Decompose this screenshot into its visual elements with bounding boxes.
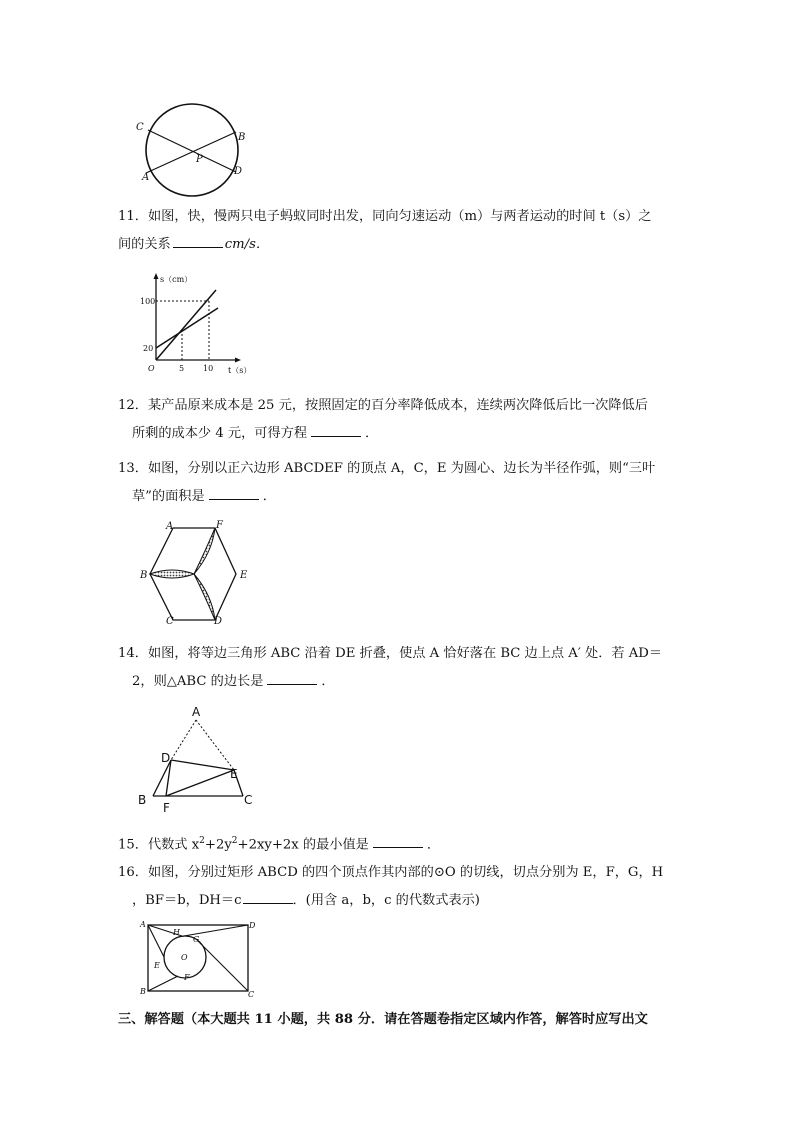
q16-line2-post: ．(用含 a，b，c 的代数式表示) <box>292 893 480 908</box>
hex-label-f: F <box>216 520 223 531</box>
graph-xlabel: t（s） <box>228 366 252 375</box>
q15-rest: +2xy+2x 的最小值是 <box>237 837 369 853</box>
tri-label-b: B <box>138 793 147 807</box>
tri-label-c: C <box>244 793 253 807</box>
graph-ylabel: s（cm） <box>160 275 193 284</box>
tri-label-d: D <box>161 751 171 765</box>
hexagon-three-leaf-figure <box>136 520 256 628</box>
graph-ytick-20: 20 <box>143 344 154 353</box>
q11-answer-blank[interactable] <box>173 233 223 248</box>
rect-label-c: C <box>248 990 255 999</box>
rect-label-a: A <box>140 920 146 929</box>
question-14 <box>118 640 678 696</box>
question-16 <box>118 859 678 915</box>
rect-label-g: G <box>193 935 200 944</box>
q14-line1: 14．如图，将等边三角形 ABC 沿着 DE 折叠，使点 A 恰好落在 BC 边上点 A′ 处．若 AD＝ <box>118 646 663 661</box>
q14-line2-pre: 2，则△ABC 的边长是 <box>132 674 264 689</box>
q16-line2-pre: ，BF＝b，DH＝c <box>132 893 242 908</box>
rect-label-d: D <box>249 921 256 930</box>
q15-pre: 15．代数式 x <box>118 837 200 853</box>
q15-answer-blank[interactable] <box>373 833 423 848</box>
q16-answer-blank[interactable] <box>243 889 293 904</box>
q15-sup1: 2 <box>199 836 205 846</box>
q15-sup2: 2 <box>231 836 238 846</box>
question-11 <box>118 203 678 259</box>
q11-unit: cm/s． <box>224 237 270 252</box>
folded-triangle-figure <box>136 704 266 816</box>
rect-label-b: B <box>140 987 146 996</box>
hex-label-e: E <box>240 570 248 581</box>
q12-line2-pre: 所剩的成本少 4 元，可得方程 <box>132 426 308 441</box>
graph-xtick-10: 10 <box>203 364 214 373</box>
rect-label-h: H <box>173 928 180 937</box>
section-3-heading: 三、解答题（本大题共 11 小题，共 88 分．请在答题卷指定区域内作答，解答时应写出文 <box>118 1012 648 1027</box>
graph-origin: O <box>148 364 155 373</box>
q14-line2-post: ． <box>321 674 335 689</box>
graph-xtick-5: 5 <box>179 364 185 373</box>
q12-line2-post: ． <box>365 426 379 441</box>
tri-label-a: A <box>192 705 201 719</box>
label-d: D <box>234 166 243 177</box>
q15-post: ． <box>426 837 441 853</box>
question-12 <box>118 392 678 448</box>
label-a: A <box>142 172 150 183</box>
hex-label-a: A <box>166 521 174 532</box>
q16-line1: 16．如图，分别过矩形 ABCD 的四个顶点作其内部的⊙O 的切线，切点分别为 E，F，G，H <box>118 865 664 880</box>
rect-label-e: E <box>154 961 160 970</box>
q12-line1: 12．某产品原来成本是 25 元，按照固定的百分率降低成本，连续两次降低后比一次降低后 <box>118 398 648 413</box>
q12-answer-blank[interactable] <box>311 422 361 437</box>
tri-label-f: F <box>163 801 170 815</box>
rectangle-incircle-figure <box>138 916 268 1000</box>
hex-label-b: B <box>140 570 148 581</box>
q13-line2-post: ． <box>262 489 276 504</box>
rect-label-o: O <box>181 953 188 962</box>
circle-chords-figure <box>138 110 248 190</box>
graph-ytick-100: 100 <box>140 297 156 306</box>
tri-label-e: E <box>230 767 238 781</box>
q15-mid: +2y <box>204 837 232 853</box>
q11-line2-pre: 间的关系 <box>118 237 171 252</box>
q13-line1: 13．如图，分别以正六边形 ABCDEF 的顶点 A，C，E 为圆心、边长为半径作弧，则“三叶 <box>118 461 656 476</box>
q13-answer-blank[interactable] <box>209 485 259 500</box>
q11-line1: 11．如图，快，慢两只电子蚂蚁同时出发，同向匀速运动（m）与两者运动的时间 t（s）之 <box>118 209 652 224</box>
q14-answer-blank[interactable] <box>267 670 317 685</box>
label-p: P <box>196 154 203 165</box>
hex-label-c: C <box>166 616 174 627</box>
question-15 <box>118 827 678 859</box>
distance-time-graph <box>140 272 260 377</box>
rect-label-f: F <box>184 973 190 982</box>
question-13 <box>118 455 678 511</box>
hex-label-d: D <box>214 616 223 627</box>
q13-line2-pre: 草”的面积是 <box>132 489 205 504</box>
label-c: C <box>136 122 144 133</box>
label-b: B <box>238 132 246 143</box>
